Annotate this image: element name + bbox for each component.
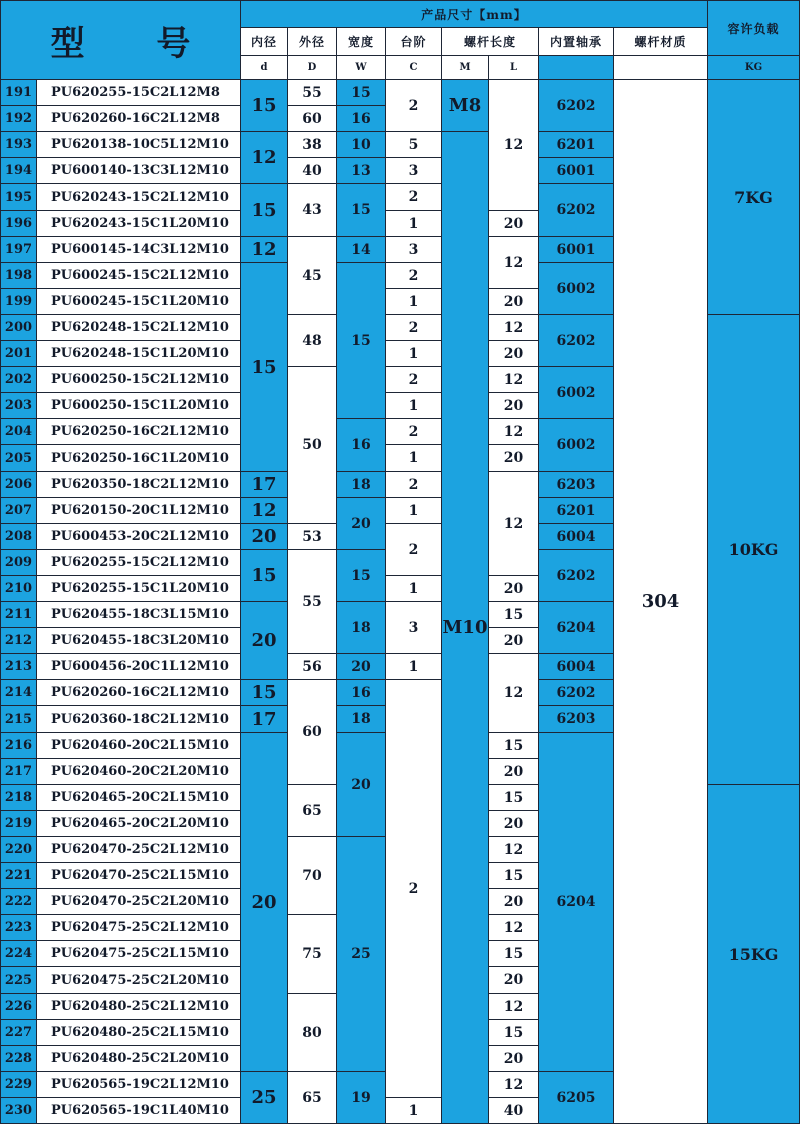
row-number: 211 [0, 602, 37, 628]
model-number: PU620480-25C2L15M10 [37, 1020, 241, 1046]
row-number: 200 [0, 315, 37, 341]
model-number: PU620565-19C1L40M10 [37, 1098, 241, 1124]
cell-d-value: 15 [241, 80, 288, 132]
row-number: 225 [0, 967, 37, 994]
cell-l-value: 12 [489, 472, 539, 576]
cell-bearing-value: 6002 [539, 263, 614, 315]
cell-l-value: 20 [489, 289, 539, 315]
cell-l-value: 20 [489, 211, 539, 237]
model-number: PU620465-20C2L20M10 [37, 811, 241, 837]
header-col-material: 螺杆材质 [614, 28, 708, 56]
row-number: 198 [0, 263, 37, 289]
cell-c-value: 1 [386, 498, 442, 524]
cell-c-value: 5 [386, 132, 442, 158]
cell-d-value: 20 [241, 733, 288, 1072]
row-number: 228 [0, 1046, 37, 1072]
cell-w-value: 18 [337, 472, 386, 498]
row-number: 196 [0, 211, 37, 237]
row-number: 223 [0, 915, 37, 941]
cell-c-value: 1 [386, 289, 442, 315]
model-number: PU620465-20C2L15M10 [37, 785, 241, 811]
header-sym-W: W [337, 56, 386, 80]
cell-l-value: 15 [489, 863, 539, 889]
row-number: 214 [0, 680, 37, 706]
cell-l-value: 20 [489, 393, 539, 419]
cell-m-value: M8 [442, 80, 489, 132]
cell-material-value: 304 [614, 80, 708, 1124]
model-number: PU620243-15C2L12M10 [37, 184, 241, 211]
cell-l-value: 20 [489, 759, 539, 785]
cell-bearing-value: 6201 [539, 132, 614, 158]
row-number: 193 [0, 132, 37, 158]
model-number: PU600456-20C1L12M10 [37, 654, 241, 680]
cell-l-value: 20 [489, 341, 539, 367]
cell-l-value: 15 [489, 602, 539, 628]
model-number: PU600245-15C2L12M10 [37, 263, 241, 289]
cell-w-value: 19 [337, 1072, 386, 1124]
cell-bearing-value: 6203 [539, 472, 614, 498]
model-number: PU600453-20C2L12M10 [37, 524, 241, 550]
model-number: PU620255-15C2L12M10 [37, 550, 241, 576]
header-dimensions-group: 产品尺寸【mm】 [241, 0, 708, 28]
header-col-C: 台阶 [386, 28, 442, 56]
cell-l-value: 12 [489, 837, 539, 863]
header-load-unit: KG [708, 56, 800, 80]
row-number: 207 [0, 498, 37, 524]
cell-d-value: 56 [288, 654, 337, 680]
row-number: 218 [0, 785, 37, 811]
model-number: PU620138-10C5L12M10 [37, 132, 241, 158]
row-number: 226 [0, 994, 37, 1020]
model-number: PU620470-25C2L12M10 [37, 837, 241, 863]
row-number: 212 [0, 628, 37, 654]
cell-m-value: M10 [442, 132, 489, 1124]
model-number: PU620480-25C2L12M10 [37, 994, 241, 1020]
header-col-W: 宽度 [337, 28, 386, 56]
row-number: 209 [0, 550, 37, 576]
cell-d-value: 38 [288, 132, 337, 158]
cell-c-value: 1 [386, 445, 442, 472]
cell-c-value: 1 [386, 654, 442, 680]
row-number: 230 [0, 1098, 37, 1124]
row-number: 229 [0, 1072, 37, 1098]
cell-c-value: 1 [386, 576, 442, 602]
row-number: 204 [0, 419, 37, 445]
cell-w-value: 20 [337, 654, 386, 680]
cell-c-value: 3 [386, 158, 442, 184]
cell-d-value: 60 [288, 680, 337, 785]
cell-d-value: 60 [288, 106, 337, 132]
cell-d-value: 70 [288, 837, 337, 915]
header-sym-d: d [241, 56, 288, 80]
row-number: 202 [0, 367, 37, 393]
cell-d-value: 43 [288, 184, 337, 237]
cell-d-value: 75 [288, 915, 337, 994]
model-number: PU620250-16C2L12M10 [37, 419, 241, 445]
cell-d-value: 65 [288, 785, 337, 837]
header-col-d: 内径 [241, 28, 288, 56]
cell-bearing-value: 6002 [539, 419, 614, 472]
cell-c-value: 2 [386, 367, 442, 393]
header-col-bearing: 内置轴承 [539, 28, 614, 56]
model-number: PU620250-16C1L20M10 [37, 445, 241, 472]
header-sym-bearing [539, 56, 614, 80]
model-number: PU600145-14C3L12M10 [37, 237, 241, 263]
cell-l-value: 20 [489, 628, 539, 654]
row-number: 224 [0, 941, 37, 967]
cell-l-value: 12 [489, 367, 539, 393]
cell-bearing-value: 6004 [539, 524, 614, 550]
cell-c-value: 2 [386, 472, 442, 498]
cell-d-value: 25 [241, 1072, 288, 1124]
row-number: 205 [0, 445, 37, 472]
model-number: PU620360-18C2L12M10 [37, 706, 241, 733]
model-number: PU620350-18C2L12M10 [37, 472, 241, 498]
cell-l-value: 12 [489, 915, 539, 941]
model-number: PU600250-15C1L20M10 [37, 393, 241, 419]
model-number: PU620255-15C1L20M10 [37, 576, 241, 602]
row-number: 199 [0, 289, 37, 315]
model-number: PU620455-18C3L15M10 [37, 602, 241, 628]
row-number: 220 [0, 837, 37, 863]
header-col-D: 外径 [288, 28, 337, 56]
cell-l-value: 20 [489, 811, 539, 837]
model-number: PU620260-16C2L12M10 [37, 680, 241, 706]
cell-w-value: 16 [337, 419, 386, 472]
row-number: 208 [0, 524, 37, 550]
cell-c-value: 1 [386, 1098, 442, 1124]
cell-l-value: 20 [489, 889, 539, 915]
row-number: 210 [0, 576, 37, 602]
row-number: 191 [0, 80, 37, 106]
cell-c-value: 2 [386, 315, 442, 341]
cell-d-value: 17 [241, 706, 288, 733]
model-number: PU620475-25C2L12M10 [37, 915, 241, 941]
cell-bearing-value: 6203 [539, 706, 614, 733]
model-number: PU620470-25C2L15M10 [37, 863, 241, 889]
row-number: 197 [0, 237, 37, 263]
model-number: PU620460-20C2L15M10 [37, 733, 241, 759]
cell-l-value: 20 [489, 445, 539, 472]
cell-bearing-value: 6001 [539, 158, 614, 184]
model-number: PU620565-19C2L12M10 [37, 1072, 241, 1098]
cell-d-value: 12 [241, 498, 288, 524]
cell-c-value: 3 [386, 237, 442, 263]
row-number: 213 [0, 654, 37, 680]
header-sym-L: L [489, 56, 539, 80]
cell-w-value: 18 [337, 602, 386, 654]
header-sym-material [614, 56, 708, 80]
cell-d-value: 15 [241, 263, 288, 472]
model-number: PU620150-20C1L12M10 [37, 498, 241, 524]
cell-l-value: 15 [489, 733, 539, 759]
row-number: 195 [0, 184, 37, 211]
row-number: 206 [0, 472, 37, 498]
cell-d-value: 55 [288, 80, 337, 106]
model-number: PU620480-25C2L20M10 [37, 1046, 241, 1072]
cell-l-value: 12 [489, 80, 539, 211]
cell-l-value: 12 [489, 237, 539, 289]
cell-c-value: 2 [386, 524, 442, 576]
model-number: PU620255-15C2L12M8 [37, 80, 241, 106]
cell-c-value: 2 [386, 680, 442, 1098]
cell-l-value: 20 [489, 967, 539, 994]
model-number: PU620260-16C2L12M8 [37, 106, 241, 132]
row-number: 221 [0, 863, 37, 889]
model-number: PU620470-25C2L20M10 [37, 889, 241, 915]
cell-l-value: 15 [489, 941, 539, 967]
cell-w-value: 20 [337, 498, 386, 550]
cell-bearing-value: 6205 [539, 1072, 614, 1124]
cell-d-value: 12 [241, 237, 288, 263]
header-load: 容许负载 [708, 0, 800, 56]
cell-c-value: 1 [386, 211, 442, 237]
cell-w-value: 15 [337, 263, 386, 419]
cell-d-value: 53 [288, 524, 337, 550]
cell-d-value: 15 [241, 184, 288, 237]
cell-d-value: 40 [288, 158, 337, 184]
cell-l-value: 20 [489, 1046, 539, 1072]
cell-bearing-value: 6202 [539, 680, 614, 706]
cell-w-value: 15 [337, 550, 386, 602]
header-sym-D: D [288, 56, 337, 80]
cell-w-value: 18 [337, 706, 386, 733]
cell-d-value: 20 [241, 602, 288, 680]
cell-bearing-value: 6204 [539, 602, 614, 654]
cell-l-value: 15 [489, 785, 539, 811]
cell-load-value: 7KG [708, 80, 800, 315]
row-number: 192 [0, 106, 37, 132]
cell-l-value: 12 [489, 994, 539, 1020]
cell-bearing-value: 6001 [539, 237, 614, 263]
cell-bearing-value: 6202 [539, 80, 614, 132]
cell-d-value: 50 [288, 367, 337, 524]
cell-bearing-value: 6204 [539, 733, 614, 1072]
row-number: 227 [0, 1020, 37, 1046]
cell-bearing-value: 6002 [539, 367, 614, 419]
model-number: PU620475-25C2L15M10 [37, 941, 241, 967]
row-number: 216 [0, 733, 37, 759]
cell-bearing-value: 6202 [539, 550, 614, 602]
model-number: PU620475-25C2L20M10 [37, 967, 241, 994]
cell-load-value: 15KG [708, 785, 800, 1124]
cell-w-value: 15 [337, 184, 386, 237]
cell-c-value: 2 [386, 80, 442, 132]
model-number: PU620248-15C1L20M10 [37, 341, 241, 367]
model-number: PU620248-15C2L12M10 [37, 315, 241, 341]
cell-w-value: 16 [337, 680, 386, 706]
row-number: 194 [0, 158, 37, 184]
cell-d-value: 17 [241, 472, 288, 498]
cell-d-value: 65 [288, 1072, 337, 1124]
row-number: 219 [0, 811, 37, 837]
row-number: 203 [0, 393, 37, 419]
cell-c-value: 2 [386, 263, 442, 289]
cell-bearing-value: 6202 [539, 184, 614, 237]
cell-c-value: 1 [386, 341, 442, 367]
cell-w-value: 14 [337, 237, 386, 263]
header-sym-C: C [386, 56, 442, 80]
cell-d-value: 15 [241, 680, 288, 706]
header-col-screw: 螺杆长度 [442, 28, 539, 56]
cell-d-value: 55 [288, 550, 337, 654]
model-number: PU620455-18C3L20M10 [37, 628, 241, 654]
cell-w-value: 20 [337, 733, 386, 837]
model-number: PU600250-15C2L12M10 [37, 367, 241, 393]
cell-d-value: 45 [288, 237, 337, 315]
header-title: 型 号 [0, 0, 241, 80]
cell-bearing-value: 6004 [539, 654, 614, 680]
cell-d-value: 20 [241, 524, 288, 550]
row-number: 217 [0, 759, 37, 785]
cell-c-value: 2 [386, 419, 442, 445]
model-number: PU600140-13C3L12M10 [37, 158, 241, 184]
cell-d-value: 80 [288, 994, 337, 1072]
cell-bearing-value: 6201 [539, 498, 614, 524]
cell-l-value: 12 [489, 654, 539, 733]
cell-l-value: 20 [489, 576, 539, 602]
cell-l-value: 12 [489, 315, 539, 341]
cell-bearing-value: 6202 [539, 315, 614, 367]
row-number: 201 [0, 341, 37, 367]
model-number: PU600245-15C1L20M10 [37, 289, 241, 315]
cell-l-value: 40 [489, 1098, 539, 1124]
cell-w-value: 25 [337, 837, 386, 1072]
header-sym-M: M [442, 56, 489, 80]
row-number: 215 [0, 706, 37, 733]
cell-l-value: 15 [489, 1020, 539, 1046]
cell-w-value: 10 [337, 132, 386, 158]
cell-c-value: 1 [386, 393, 442, 419]
model-number: PU620460-20C2L20M10 [37, 759, 241, 785]
cell-l-value: 12 [489, 419, 539, 445]
cell-d-value: 12 [241, 132, 288, 184]
cell-d-value: 15 [241, 550, 288, 602]
cell-c-value: 3 [386, 602, 442, 654]
cell-d-value: 48 [288, 315, 337, 367]
cell-c-value: 2 [386, 184, 442, 211]
cell-l-value: 12 [489, 1072, 539, 1098]
cell-load-value: 10KG [708, 315, 800, 785]
row-number: 222 [0, 889, 37, 915]
cell-w-value: 13 [337, 158, 386, 184]
cell-w-value: 16 [337, 106, 386, 132]
model-number: PU620243-15C1L20M10 [37, 211, 241, 237]
cell-w-value: 15 [337, 80, 386, 106]
